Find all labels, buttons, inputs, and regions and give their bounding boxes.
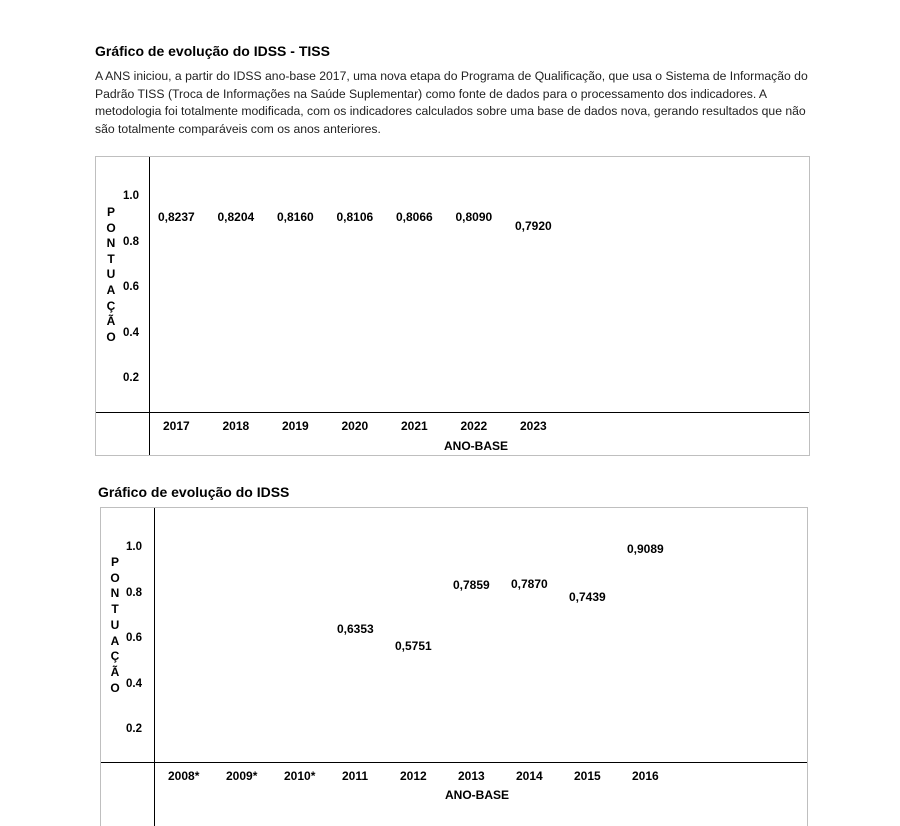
chart2-y-axis-line (154, 508, 155, 826)
chart1-ylabel-letter: N (106, 236, 116, 251)
chart1-value-label: 0,8237 (158, 210, 195, 224)
chart2-value-label: 0,7870 (511, 577, 548, 591)
chart1-ylabel-letter: Ã (106, 314, 116, 329)
chart2-title: Gráfico de evolução do IDSS (98, 484, 290, 500)
chart1-description: A ANS iniciou, a partir do IDSS ano-base 2017, uma nova etapa do Programa de Qualificação, que usa o Sistema de Informação do Padrão TISS (Troca de Informações na Saúde Suplementar) como fonte de dados para o processamento dos indicadores. A metodologia foi totalmente modificada, com os indicadores calculados sobre uma base de dados nova, gerando resultados que não são totalmente comparáveis com os anos anteriores. (95, 69, 808, 136)
chart2-year-label: 2008* (168, 769, 200, 783)
chart2-year-label: 2013 (458, 769, 485, 783)
chart1-ytick: 0.2 (123, 372, 139, 384)
chart2-year-label: 2016 (632, 769, 659, 783)
chart1-ylabel-letter: Ç (106, 298, 116, 313)
chart1-value-label: 0,7920 (515, 219, 552, 233)
chart1-value-label: 0,8090 (455, 210, 493, 224)
chart2-x-axis-line (101, 762, 807, 763)
chart2-ytick: 0.6 (126, 632, 142, 644)
chart2-ylabel-letter: O (110, 570, 120, 585)
chart2-year-label: 2014 (516, 769, 543, 783)
chart1-ytick: 1.0 (123, 190, 139, 202)
chart2-value-label: 0,6353 (337, 622, 374, 636)
chart2-year-label: 2011 (342, 769, 369, 783)
chart1-ylabel-letter: P (106, 205, 115, 219)
chart2-xlabel: ANO-BASE (445, 788, 510, 802)
chart2-value-label: 0,7439 (569, 590, 606, 604)
chart2-value-label: 0,7859 (453, 578, 490, 592)
chart2-year-label: 2009* (226, 769, 258, 783)
chart2-ylabel-letter: O (110, 680, 120, 695)
chart1-y-axis-line (149, 157, 150, 455)
chart2-year-label: 2015 (574, 769, 601, 783)
chart1-xlabel: ANO-BASE (444, 439, 509, 453)
chart1-value-label: 0,8106 (336, 210, 374, 224)
chart2-value-label: 0,5751 (395, 639, 432, 653)
chart1-value-label: 0,8204 (217, 210, 255, 224)
chart1-ylabel-letter: O (106, 220, 116, 235)
chart1-year-label: 2019 (282, 419, 309, 433)
chart1-ytick: 0.4 (123, 326, 139, 339)
chart2-ytick: 0.4 (126, 677, 142, 690)
chart2-container (100, 507, 808, 826)
chart1-year-label: 2017 (163, 419, 190, 433)
chart2-ylabel-letter: U (110, 617, 120, 632)
chart1-year-label: 2021 (401, 419, 428, 433)
chart1-ytick: 0.8 (123, 235, 139, 248)
chart2-ylabel-letter: A (110, 633, 120, 648)
chart2-year-label: 2010* (284, 769, 316, 783)
chart2-ylabel-letter: T (111, 602, 119, 617)
chart1-ylabel-letter: T (107, 251, 115, 266)
chart1-ytick: 0.6 (123, 281, 139, 293)
chart2-ylabel-letter: Ç (110, 649, 120, 664)
chart1-container (95, 156, 810, 456)
chart2-ytick: 1.0 (126, 541, 142, 553)
chart2-ytick: 0.8 (126, 586, 142, 599)
chart1-value-label: 0,8066 (396, 210, 433, 224)
chart1-value-label: 0,8160 (277, 210, 314, 224)
chart2-year-label: 2012 (400, 769, 427, 783)
chart1-x-axis-line (96, 412, 809, 413)
chart2-ylabel-letter: P (110, 555, 119, 569)
chart1-ylabel-letter: A (106, 283, 116, 297)
chart1-ylabel-letter: U (106, 267, 116, 282)
chart2-value-label: 0,9089 (627, 542, 664, 556)
chart1-year-label: 2023 (520, 419, 547, 433)
chart1-year-label: 2022 (460, 419, 488, 433)
chart1-year-label: 2018 (222, 419, 250, 433)
chart1-ylabel-letter: O (106, 329, 116, 344)
chart2-ytick: 0.2 (126, 723, 142, 735)
chart1-year-label: 2020 (341, 419, 369, 433)
chart1-title: Gráfico de evolução do IDSS - TISS (95, 43, 330, 59)
chart2-ylabel-letter: Ã (110, 664, 120, 679)
chart2-ylabel-letter: N (110, 586, 120, 601)
